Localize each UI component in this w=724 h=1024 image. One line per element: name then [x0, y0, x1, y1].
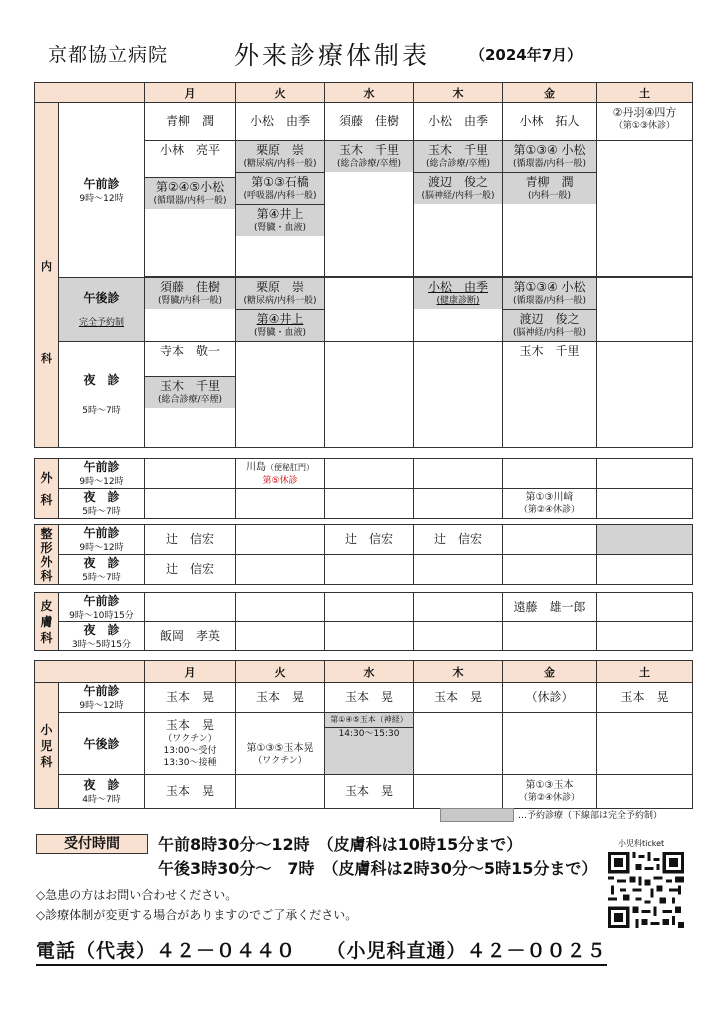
- internal-medicine-table: [34, 82, 693, 448]
- derm-am-fri: 遠藤 雄一郎: [503, 593, 597, 622]
- internal-pm-sat: [597, 278, 693, 342]
- ped-pm-wed: 第①④⑤玉本（神経） 14:30～15:30: [325, 713, 414, 775]
- ortho-am-wed: 辻 信宏: [325, 525, 414, 555]
- internal-am-tue-top: 小松 由季: [236, 103, 325, 141]
- slot-internal-am: [59, 103, 145, 278]
- ortho-am-thu: 辻 信宏: [414, 525, 503, 555]
- internal-am-mon: 小林 亮平 第②④⑤小松 (循環器/内科一般): [145, 141, 236, 277]
- ped-day-sat: 土: [597, 661, 693, 683]
- reception-hours-am: 午前8時30分～12時 （皮膚科は10時15分まで）: [158, 835, 523, 854]
- internal-am-tue: 栗原 崇 (糖尿病/内科一般) 第①③石橋 (呼吸器/内科一般) 第④井上 (腎臓・血液): [236, 141, 325, 277]
- slot-ped-night: 夜 診 4時～7時: [59, 775, 145, 809]
- reception-hours-pm: 午後3時30分～ 7時 （皮膚科は2時30分～5時15分まで）: [158, 859, 598, 878]
- internal-am-wed: 玉木 千里 (総合診療/卒煙): [325, 141, 414, 277]
- day-header-tue: 火: [236, 83, 325, 103]
- slot-hours: 9時～12時: [79, 193, 124, 204]
- reception-hours-label: 受付時間: [36, 834, 148, 854]
- ped-day-thu: 木: [414, 661, 503, 683]
- dept-surgery: 外科: [35, 459, 59, 519]
- day-header-sat: 土: [597, 83, 693, 103]
- phone-numbers: 電話（代表）４２－０４４０ （小児科直通）４２－００２５: [36, 936, 607, 966]
- ped-night-wed: 玉本 晃: [325, 775, 414, 809]
- slot-ortho-night: 夜 診 5時～7時: [59, 555, 145, 585]
- dept-dermatology: 皮膚科: [35, 593, 59, 651]
- schedule-period: （2024年7月）: [470, 46, 583, 64]
- ped-day-tue: 火: [236, 661, 325, 683]
- ped-day-fri: 金: [503, 661, 597, 683]
- legend-swatch: [440, 808, 514, 822]
- internal-night-tue: [236, 342, 325, 448]
- internal-pm-mon: 須藤 佳樹 (腎臓/内科一般): [145, 278, 236, 342]
- day-header-fri: 金: [503, 83, 597, 103]
- ortho-am-mon: 辻 信宏: [145, 525, 236, 555]
- internal-am-fri-top: 小林 拓人: [503, 103, 597, 141]
- ped-day-mon: 月: [145, 661, 236, 683]
- derm-night-mon: 飯岡 孝英: [145, 622, 236, 651]
- internal-night-wed: [325, 342, 414, 448]
- qr-label: 小児科ticket: [618, 839, 665, 848]
- dept-orthopedics: 整形外科: [35, 525, 59, 585]
- internal-am-thu: 玉木 千里 (総合診療/卒煙) 渡辺 俊之 (脳神経/内科一般): [414, 141, 503, 277]
- hospital-name: 京都協立病院: [48, 44, 169, 66]
- internal-am-sat-lower: [597, 141, 693, 277]
- slot-derm-am: 午前診 9時～10時15分: [59, 593, 145, 622]
- qr-code-icon[interactable]: [608, 852, 684, 928]
- internal-night-mon: 寺本 敬一 玉木 千里 (総合診療/卒煙): [145, 342, 236, 448]
- page-title: 外来診療体制表: [234, 41, 431, 70]
- slot-ped-am: 午前診 9時～12時: [59, 683, 145, 713]
- dept-internal-top: 内: [41, 260, 52, 273]
- ortho-am-sat: [597, 525, 693, 555]
- ped-night-mon: 玉本 晃: [145, 775, 236, 809]
- surgery-night-fri: 第①③川﨑 （第②④休診）: [503, 489, 597, 519]
- slot-ortho-am: 午前診 9時～12時: [59, 525, 145, 555]
- internal-am-wed-top: 須藤 佳樹: [325, 103, 414, 141]
- surgery-table: [34, 458, 693, 519]
- orthopedics-table: [34, 524, 693, 585]
- slot-internal-night: 夜 診 5時～7時: [59, 342, 145, 448]
- ped-am-sat: 玉本 晃: [597, 683, 693, 713]
- corner-cell: [35, 83, 145, 103]
- slot-internal-pm: 午後診 完全予約制: [59, 278, 145, 342]
- internal-pm-fri: 第①③④ 小松 (循環器/内科一般) 渡辺 俊之 (脳神経/内科一般): [503, 278, 597, 342]
- ped-am-thu: 玉本 晃: [414, 683, 503, 713]
- slot-ped-pm: 午後診: [59, 713, 145, 775]
- dept-internal-bottom: 科: [41, 352, 52, 365]
- pediatrics-table: [34, 660, 693, 809]
- ped-pm-tue: 第①③⑤玉本晃 （ワクチン）: [236, 713, 325, 775]
- day-header-thu: 木: [414, 83, 503, 103]
- ortho-night-mon: 辻 信宏: [145, 555, 236, 585]
- legend-text: …予約診療（下線部は完全予約制）: [518, 811, 663, 821]
- ped-pm-mon: 玉本 晃 （ワクチン） 13:00～受付 13:30～接種: [145, 713, 236, 775]
- ped-am-mon: 玉本 晃: [145, 683, 236, 713]
- internal-night-sat: [597, 342, 693, 448]
- internal-night-fri: 玉木 千里: [503, 342, 597, 448]
- slot-surgery-am: 午前診 9時～12時: [59, 459, 145, 489]
- day-header-mon: 月: [145, 83, 236, 103]
- ped-am-fri: （休診）: [503, 683, 597, 713]
- ped-day-wed: 水: [325, 661, 414, 683]
- internal-pm-tue: 栗原 崇 (糖尿病/内科一般) 第④井上 (腎臓・血液): [236, 278, 325, 342]
- note-emergency: ◇急患の方はお問い合わせください。: [36, 888, 238, 902]
- surgery-am-tue: 川島（便秘肛門） 第⑤休診: [236, 459, 325, 489]
- dept-internal: [35, 103, 59, 448]
- internal-am-sat: ②丹羽④四方 （第①③休診）: [597, 103, 693, 141]
- slot-surgery-night: 夜 診 5時～7時: [59, 489, 145, 519]
- internal-am-fri: 第①③④ 小松 (循環器/内科一般) 青柳 潤 (内科一般): [503, 141, 597, 277]
- internal-am-mon-top: 青柳 潤: [145, 103, 236, 141]
- dermatology-table: [34, 592, 693, 651]
- note-change: ◇診療体制が変更する場合がありますのでご了承ください。: [36, 908, 358, 922]
- page-header: [48, 36, 688, 70]
- internal-night-thu: [414, 342, 503, 448]
- slot-derm-night: 夜 診 3時～5時15分: [59, 622, 145, 651]
- internal-pm-thu: 小松 由季 (健康診断): [414, 278, 503, 342]
- internal-am-thu-top: 小松 由季: [414, 103, 503, 141]
- ped-night-fri: 第①③玉本 （第②④休診）: [503, 775, 597, 809]
- day-header-wed: 水: [325, 83, 414, 103]
- slot-label: 午前診: [83, 176, 120, 191]
- ped-am-tue: 玉本 晃: [236, 683, 325, 713]
- ped-am-wed: 玉本 晃: [325, 683, 414, 713]
- dept-pediatrics: 小児科: [35, 683, 59, 809]
- internal-pm-wed: [325, 278, 414, 342]
